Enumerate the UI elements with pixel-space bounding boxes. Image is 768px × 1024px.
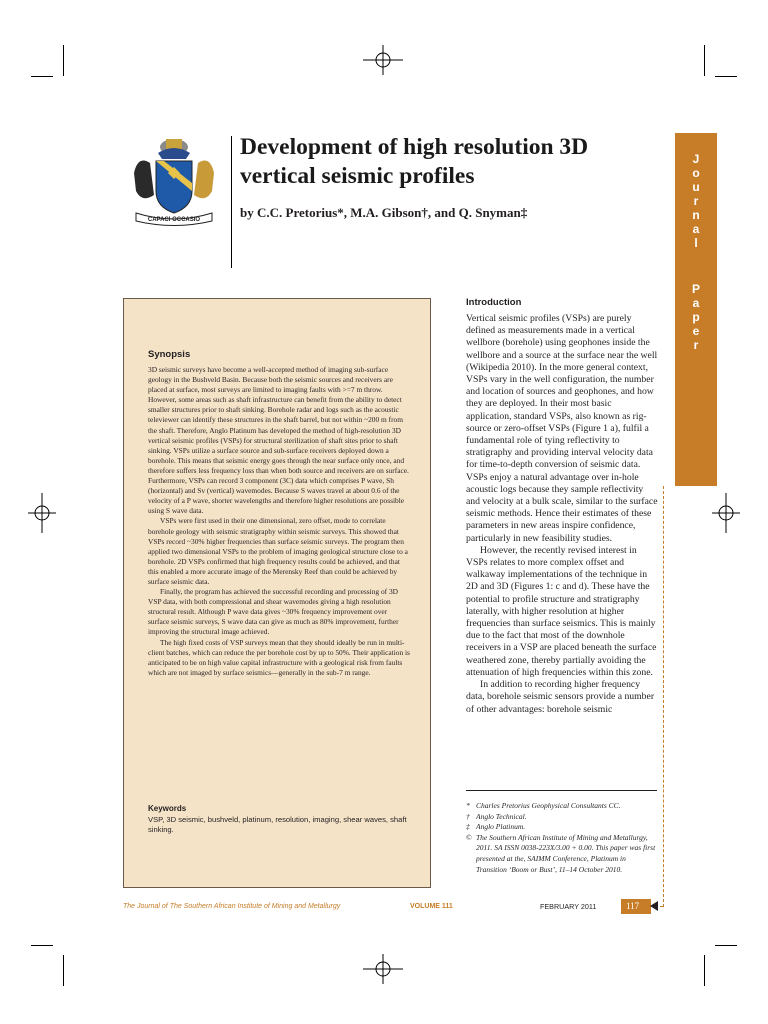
tab-letter: o	[692, 166, 700, 180]
introduction-paragraph: Vertical seismic profiles (VSPs) are purely defined as measurements made in a vertical wellbore (borehole) using geophones inside the wellbore and a source at the surface near the well (Wikipedia 2010). In the more general context, VSPs vary in the well configuration, the number and location of sources and geophones, and how they are deployed. In their most basic application, standard VSPs, also known as rig-source or zero-offset VSPs (Figure 1 a), fulfil a fundamental role of tying reflectivity to stratigraphy and providing interval velocity data for time-to-depth conversion of seismic data. VSPs enjoy a natural advantage over in-hole acoustic logs because they sample reflectivity and velocity at a bulk scale, similar to the surface seismic methods. Hence their estimates of these parameters in new areas inspire confidence, particularly in new feasibility studies.	[466, 313, 658, 544]
introduction-heading: Introduction	[466, 297, 522, 308]
footnote-text: The Southern African Institute of Mining and Metallurgy, 2011. SA ISSN 0038-223X/3.00 + 0.00. This paper was first presented at the, SAIMM Conference, Platinum in Transition ‘Boom or Bust’, 11–14 October 2010.	[476, 832, 656, 874]
footnote	[466, 812, 656, 823]
author-line: by C.C. Pretorius*, M.A. Gibson†, and Q. Snyman‡	[240, 205, 528, 220]
tab-letter: a	[692, 222, 700, 236]
registration-mark-icon	[28, 490, 56, 536]
registration-mark-icon	[712, 490, 740, 536]
registration-mark-icon	[360, 954, 406, 984]
footnote	[466, 833, 656, 875]
tab-letter: a	[692, 296, 700, 310]
synopsis-paragraph: The high fixed costs of VSP surveys mean that they should ideally be run in multi-client batches, which can reduce the per borehole cost by up to 50%. Their application is anticipated to be on high value capital infrastructure with a geological risk from faults which are not imaged by surface seismics—generally in the sub-7 m range.	[148, 637, 410, 677]
footnote-mark: ©	[466, 832, 472, 842]
svg-text:CAPACI OCCASIO: CAPACI OCCASIO	[147, 217, 201, 223]
footnote-text: Anglo Platinum.	[476, 822, 526, 832]
synopsis-paragraph: Finally, the program has achieved the successful recording and processing of 3D VSP data, with both compressional and shear wavemodes giving a high resolution structural result. Although P wave data gives ~30% frequency improvement over surface seismic surveys, S wave data can give as much as 80% improvement, further improving the structural image achieved.	[148, 587, 399, 637]
footnote-text: Anglo Technical.	[476, 811, 527, 821]
page-number: 117	[621, 899, 651, 914]
footer-date: FEBRUARY 2011	[540, 902, 597, 911]
footnote	[466, 822, 656, 833]
keywords-text: VSP, 3D seismic, bushveld, platinum, resolution, imaging, shear waves, shaft sinking.	[148, 815, 407, 834]
footnote-mark: †	[466, 811, 470, 821]
tab-letter: e	[692, 324, 700, 338]
registration-mark-icon	[360, 45, 406, 75]
synopsis-heading: Synopsis	[148, 349, 191, 360]
journal-paper-tab	[675, 133, 717, 486]
tab-letter: n	[692, 208, 700, 222]
synopsis-text	[148, 365, 410, 678]
tab-letter: p	[692, 310, 700, 324]
dashed-guide	[660, 906, 664, 907]
synopsis-box	[123, 298, 431, 888]
tab-letter: J	[692, 152, 700, 166]
introduction-paragraph: In addition to recording higher frequency data, borehole seismic sensors provide a number of other advantages: borehole seismic	[466, 679, 655, 715]
tab-letter: P	[691, 282, 700, 296]
title-divider	[231, 136, 232, 268]
tab-letter: r	[693, 338, 699, 352]
synopsis-paragraph: 3D seismic surveys have become a well-accepted method of imaging sub-surface geology in the Bushveld Basin. Because both the seismic sources and receivers are placed at surface, most surveys are limited to imaging faults with >=7 m throw. However, some areas such as shaft infrastructure can benefit from the ability to detect smaller structures prior to shaft sinking. Borehole radar and logs such as the acoustic televiewer can identify these structures in the shaft barrel, but not within ~200 m from the shaft. Therefore, Anglo Platinum has developed the method of high-resolution 3D vertical seismic profiles (VSPs) for structural sterilization of shaft sites prior to shaft sinking. VSPs utilize a surface source and sub-surface receivers deployed down a borehole. This means that seismic energy goes through the near surface only once, and therefore suffers less frequency loss than when both source and receivers are on surface. Furthermore, VSPs can record 3 component (3C) data which comprises P wave, Sh (horizontal) and Sv (vertical) wavemodes. Because S waves travel at about 0.6 of the velocity of a P wave, shorter wavelengths and therefore higher resolutions are possible using S wave data.	[148, 365, 409, 516]
paper-title: Development of high resolution 3D vertical seismic profiles	[240, 134, 589, 189]
footnote-mark: ‡	[466, 822, 470, 832]
synopsis-paragraph: VSPs were first used in their one dimensional, zero offset, mode to correlate borehole geology with seismic stratigraphy within seismic surveys. This showed that VSPs record ~30% higher frequencies than surface seismic surveys. The program then applied two dimensional VSPs to the problem of imaging geological structure close to a borehole. 2D VSPs confirmed that high frequency results could be achieved, and that this enabled a more accurate image of the Merensky Reef than could be achieved by surface seismic data.	[148, 516, 408, 586]
introduction-text	[466, 313, 658, 716]
footnote-mark: *	[466, 801, 470, 810]
keywords-heading: Keywords	[148, 804, 187, 813]
footnotes	[466, 801, 656, 875]
footnote-text: Charles Pretorius Geophysical Consultants CC.	[476, 801, 621, 810]
footer-journal-name: The Journal of The Southern African Institute of Mining and Metallurgy	[123, 903, 341, 910]
tab-letter: r	[693, 194, 699, 208]
introduction-paragraph: However, the recently revised interest in VSPs relates to more complex offset and walkaway implementations of the technique in 2D and 3D (Figures 1: c and d). These have the potential to profile structure and stratigraphy laterally, with higher resolution at higher frequencies than surface seismics. This is mainly due to the fact that most of the downhole receivers in a VSP are placed beneath the surface weathered zone, thereby partially avoiding the attenuation of high frequencies within this zone.	[466, 544, 657, 678]
tab-letter: l	[694, 236, 698, 250]
dashed-guide	[663, 486, 664, 907]
page-arrow-icon	[650, 901, 658, 911]
coat-of-arms-icon	[128, 133, 220, 228]
tab-letter: u	[692, 180, 700, 194]
footnote	[466, 801, 656, 812]
footer-volume: VOLUME 111	[410, 903, 453, 910]
footnote-divider	[466, 790, 657, 791]
